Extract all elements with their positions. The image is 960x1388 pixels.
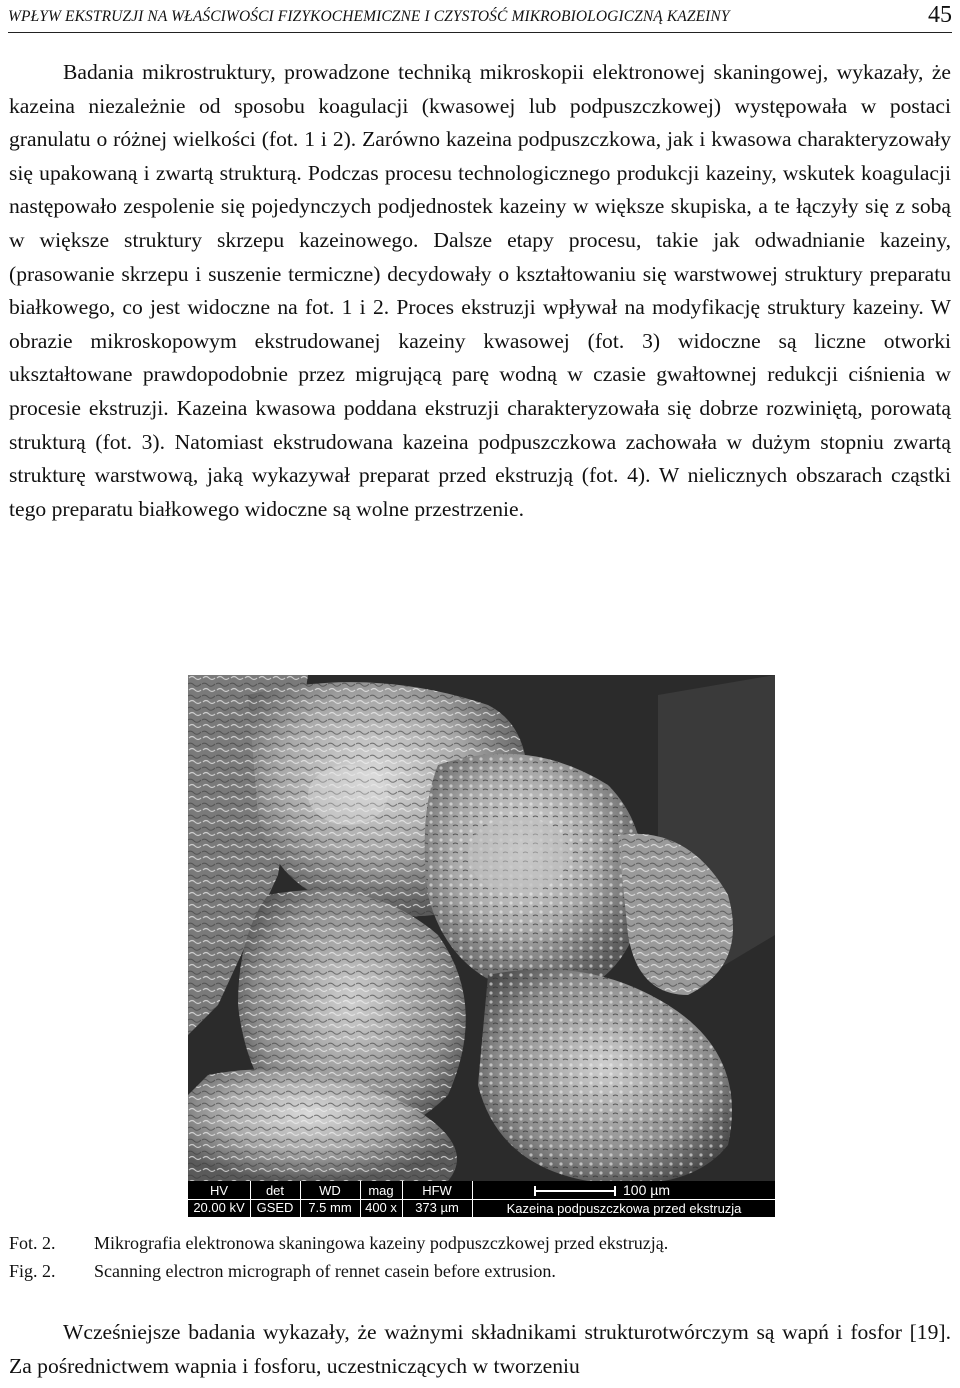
hv-label: HV xyxy=(209,1183,229,1198)
databar-hv xyxy=(188,1181,251,1217)
scale-label: 100 µm xyxy=(623,1182,670,1198)
sem-image xyxy=(188,675,775,1217)
hfw-value: 373 µm xyxy=(415,1200,459,1215)
figure-caption-pl xyxy=(9,1233,668,1254)
det-value: GSED xyxy=(256,1200,294,1215)
page-number: 45 xyxy=(928,2,952,28)
sem-micrograph xyxy=(188,675,775,1217)
body-paragraph-2: Wcześniejsze badania wykazały, że ważnymi składnikami strukturotwórczym są wapń i fosfor [19]. Za pośrednictwem wapnia i fosforu, uczestniczących w tworzeniu xyxy=(9,1320,951,1378)
scale-area xyxy=(473,1181,775,1217)
databar-wd xyxy=(300,1181,361,1217)
caption-pl-text: Mikrografia elektronowa skaningowa kazeiny podpuszczkowej przed ekstruzją. xyxy=(94,1233,669,1253)
hfw-label: HFW xyxy=(422,1183,452,1198)
wd-label: WD xyxy=(319,1183,341,1198)
mag-label: mag xyxy=(368,1183,394,1198)
databar-mag xyxy=(360,1181,403,1217)
figure-caption-en xyxy=(9,1261,556,1282)
page-header xyxy=(8,2,952,33)
sem-databar xyxy=(188,1181,775,1217)
scale-bar xyxy=(535,1190,615,1192)
hv-value: 20.00 kV xyxy=(193,1200,245,1215)
databar-det xyxy=(250,1181,301,1217)
running-title: WPŁYW EKSTRUZJI NA WŁAŚCIWOŚCI FIZYKOCHEMICZNE I CZYSTOŚĆ MIKROBIOLOGICZNĄ KAZEINY xyxy=(8,8,730,25)
databar-hfw xyxy=(402,1181,473,1217)
wd-value: 7.5 mm xyxy=(308,1200,352,1215)
body-paragraph-1: Badania mikrostruktury, prowadzone techniką mikroskopii elektronowej skaningowej, wykazały, że kazeina niezależnie od sposobu koagulacji (kwasowej lub podpuszczkowej) występowała w postaci granulatu o różnej wielkości (fot. 1 i 2). Zarówno kazeina podpuszczkowa, jak i kwasowa charakteryzowały się upakowaną i zwartą strukturą. Podczas procesu technologicznego produkcji kazeiny, wskutek koagulacji następowało zespolenie się pojedynczych podjednostek kazeiny w większe skupiska, a te łączyły się z sobą w większe struktury skrzepu kazeinowego. Dalsze etapy procesu, takie jak odwadnianie kazeiny, (prasowanie skrzepu i suszenie termiczne) decydowały o kształtowaniu się warstwowej struktury preparatu białkowego, co jest widoczne na fot. 1 i 2. Proces ekstruzji wpływał na modyfikację struktury kazeiny. W obrazie mikroskopowym ekstrudowanej kazeiny kwasowej (fot. 3) widoczne są liczne otworki ukształtowane prawdopodobnie przez migrującą parę wodną w czasie gwałtownej redukcji ciśnienia w procesie ekstruzji. Kazeina kwasowa poddana ekstruzji charakteryzowała się dobrze rozwiniętą, porowatą strukturą (fot. 3). Natomiast ekstrudowana kazeina podpuszczkowa zachowała w dużym stopniu zwartą strukturę warstwową, jaką wykazywał preparat przed ekstruzją (fot. 4). W nielicznych obszarach cząstki tego preparatu białkowego widoczne są wolne przestrzenie. xyxy=(9,60,951,521)
caption-en-label: Fig. 2. xyxy=(9,1261,56,1281)
caption-pl-label: Fot. 2. xyxy=(9,1233,56,1253)
mag-value: 400 x xyxy=(365,1200,397,1215)
caption-en-text: Scanning electron micrograph of rennet casein before extrusion. xyxy=(94,1261,556,1281)
det-label: det xyxy=(265,1183,285,1198)
image-description: Kazeina podpuszczkowa przed ekstruzja xyxy=(506,1201,742,1216)
